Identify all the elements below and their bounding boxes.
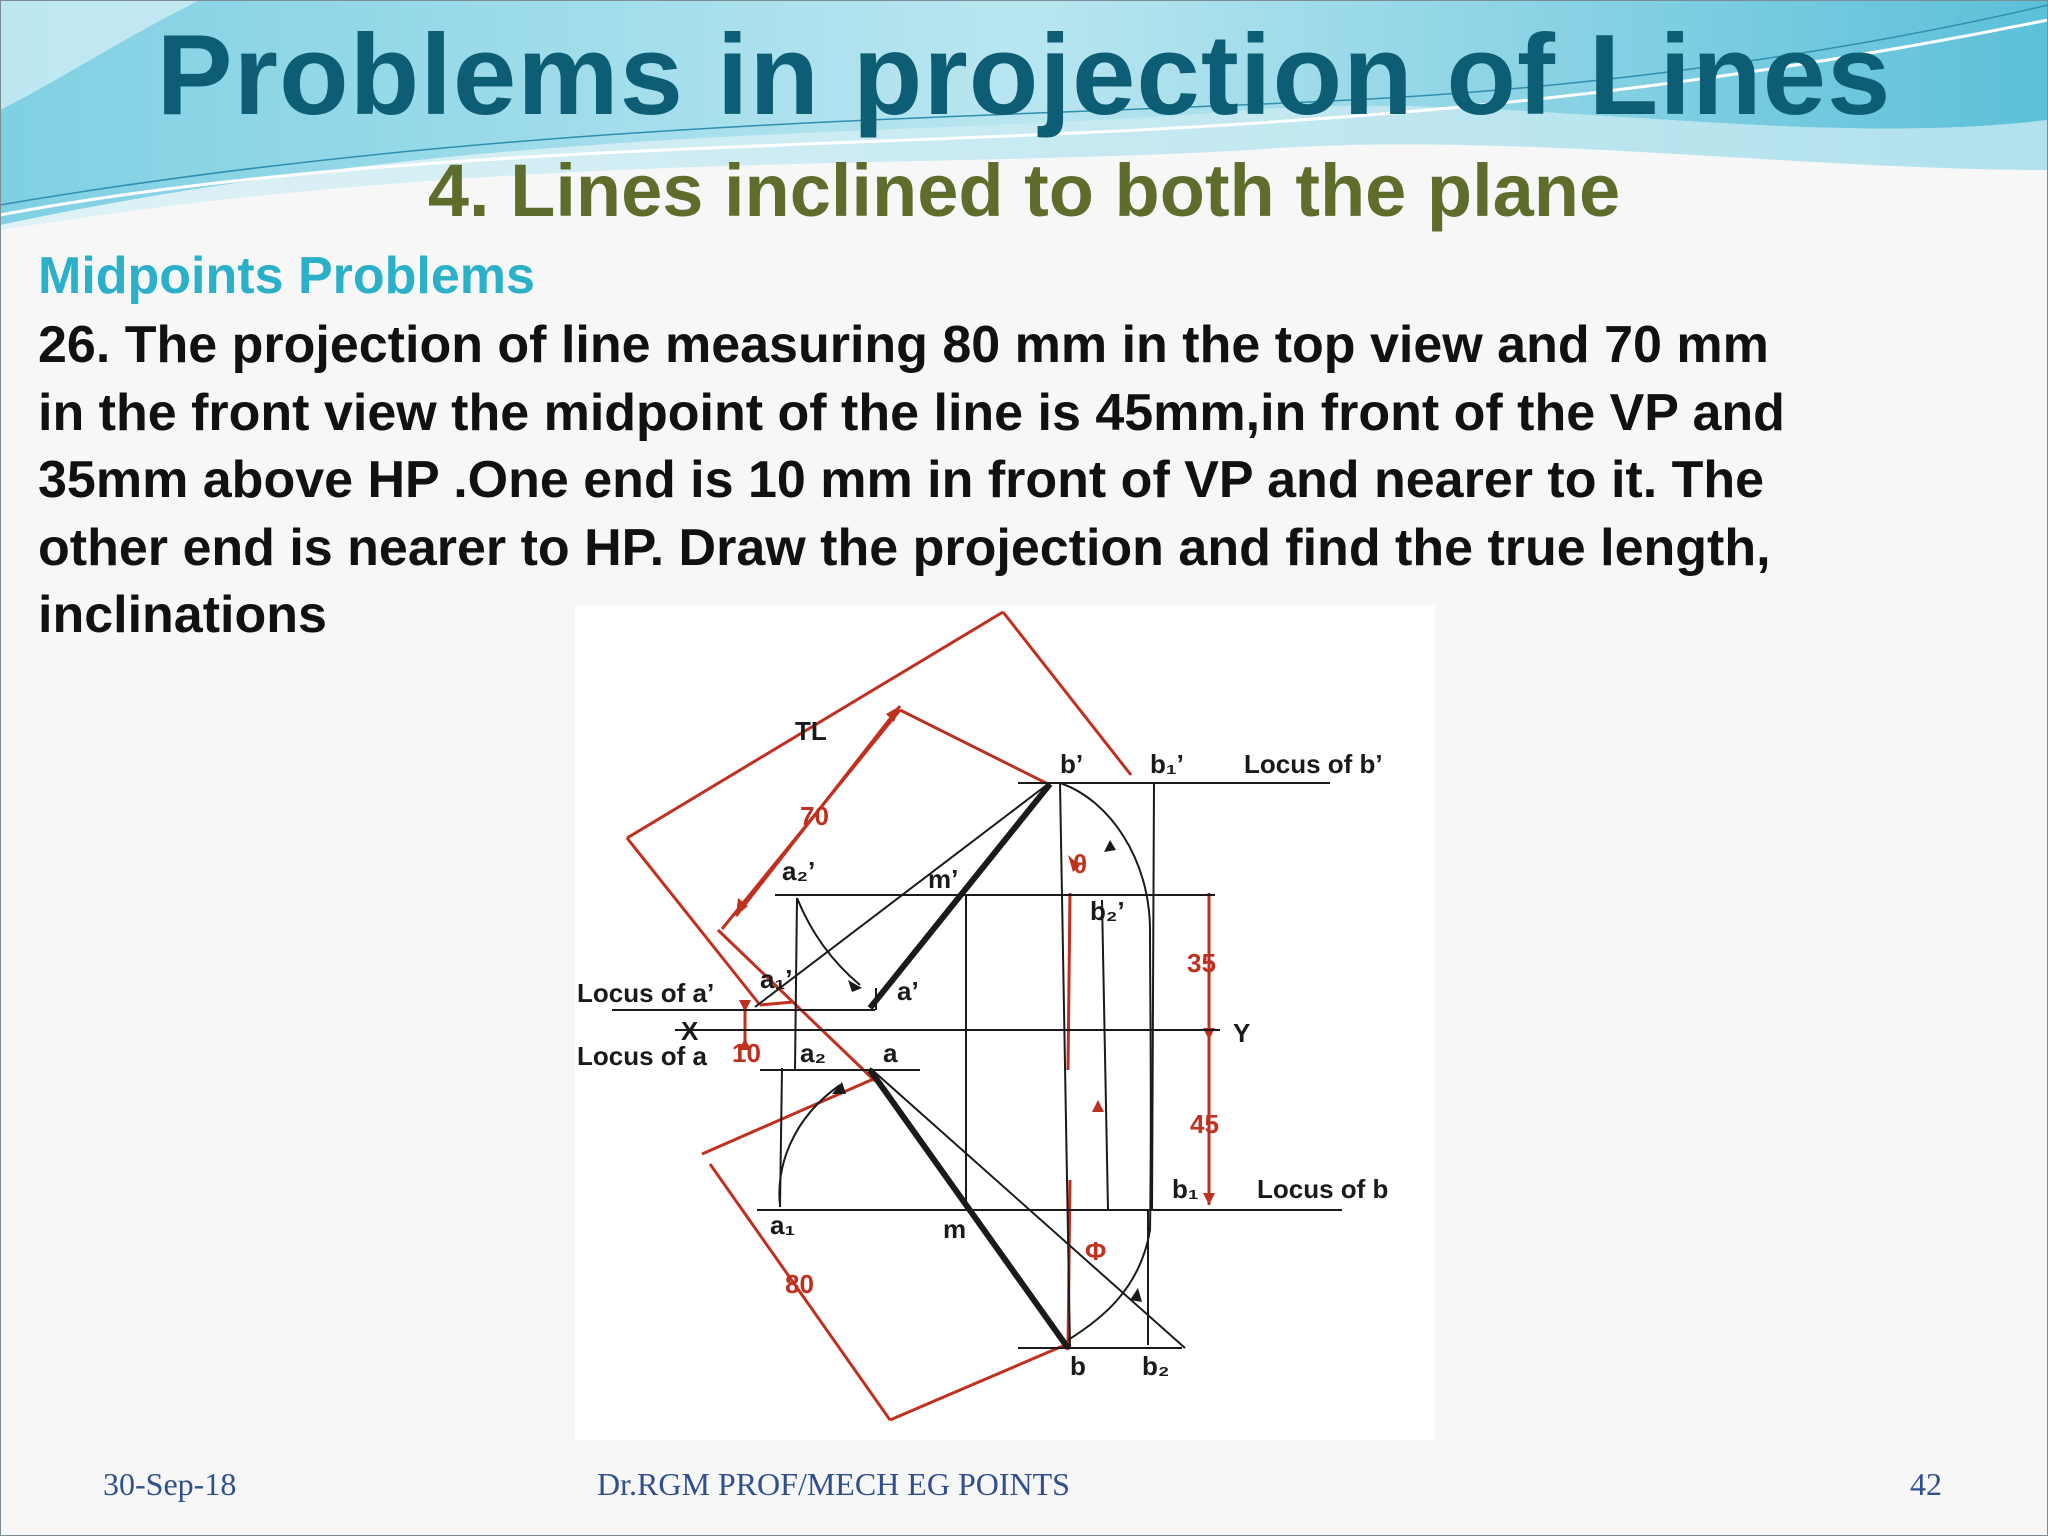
point-m-dash: m’ — [928, 864, 959, 894]
point-a2-dash: a₂’ — [782, 856, 816, 886]
point-m: m — [943, 1214, 967, 1244]
slide-subtitle: 4. Lines inclined to both the plane — [427, 149, 1621, 232]
dimension-35: 35 — [1187, 948, 1216, 978]
section-heading: Midpoints Problems — [38, 247, 535, 305]
dimension-10: 10 — [732, 1038, 761, 1068]
footer-date: 30-Sep-18 — [103, 1466, 237, 1502]
true-length-label: TL — [795, 716, 827, 746]
point-b2-dash: b₂’ — [1090, 896, 1125, 926]
locus-b-dash-label: Locus of b’ — [1244, 749, 1383, 779]
point-b1: b₁ — [1172, 1174, 1199, 1204]
point-b: b — [1070, 1351, 1086, 1381]
problem-statement — [38, 312, 2028, 650]
dimension-80: 80 — [785, 1269, 814, 1299]
point-b2: b₂ — [1142, 1351, 1170, 1381]
point-a1-dash: a₁’ — [760, 964, 793, 994]
footer-author: Dr.RGM PROF/MECH EG POINTS — [597, 1466, 1070, 1502]
point-a: a — [883, 1038, 898, 1068]
dimension-45: 45 — [1190, 1109, 1219, 1139]
y-axis-label: Y — [1233, 1018, 1251, 1048]
locus-a-dash-label: Locus of a’ — [577, 978, 715, 1008]
phi-label: Φ — [1085, 1236, 1107, 1266]
locus-b-label: Locus of b — [1257, 1174, 1389, 1204]
projection-diagram — [575, 605, 1435, 1440]
problem-line: inclinations — [38, 586, 327, 644]
problem-line: 26. The projection of line measuring 80 mm in the top view and 70 mm — [38, 316, 1769, 374]
problem-line: 35mm above HP .One end is 10 mm in front of VP and nearer to it. The — [38, 451, 1765, 509]
problem-line: in the front view the midpoint of the line is 45mm,in front of the VP and — [38, 383, 1785, 442]
dimension-70: 70 — [800, 801, 829, 831]
slide-number: 42 — [1910, 1466, 1942, 1502]
point-a-dash: a’ — [897, 976, 919, 1006]
slide-title: Problems in projection of Lines — [156, 12, 1892, 139]
locus-a-label: Locus of a — [577, 1041, 708, 1071]
point-a2: a₂ — [800, 1038, 827, 1068]
theta-label: θ — [1073, 849, 1088, 879]
problem-line: other end is nearer to HP. Draw the projection and find the true length, — [38, 518, 1771, 577]
point-b1-dash: b₁’ — [1150, 749, 1184, 779]
x-axis-label: X — [681, 1016, 699, 1046]
point-b-dash: b’ — [1060, 749, 1084, 779]
point-a1: a₁ — [770, 1210, 796, 1240]
